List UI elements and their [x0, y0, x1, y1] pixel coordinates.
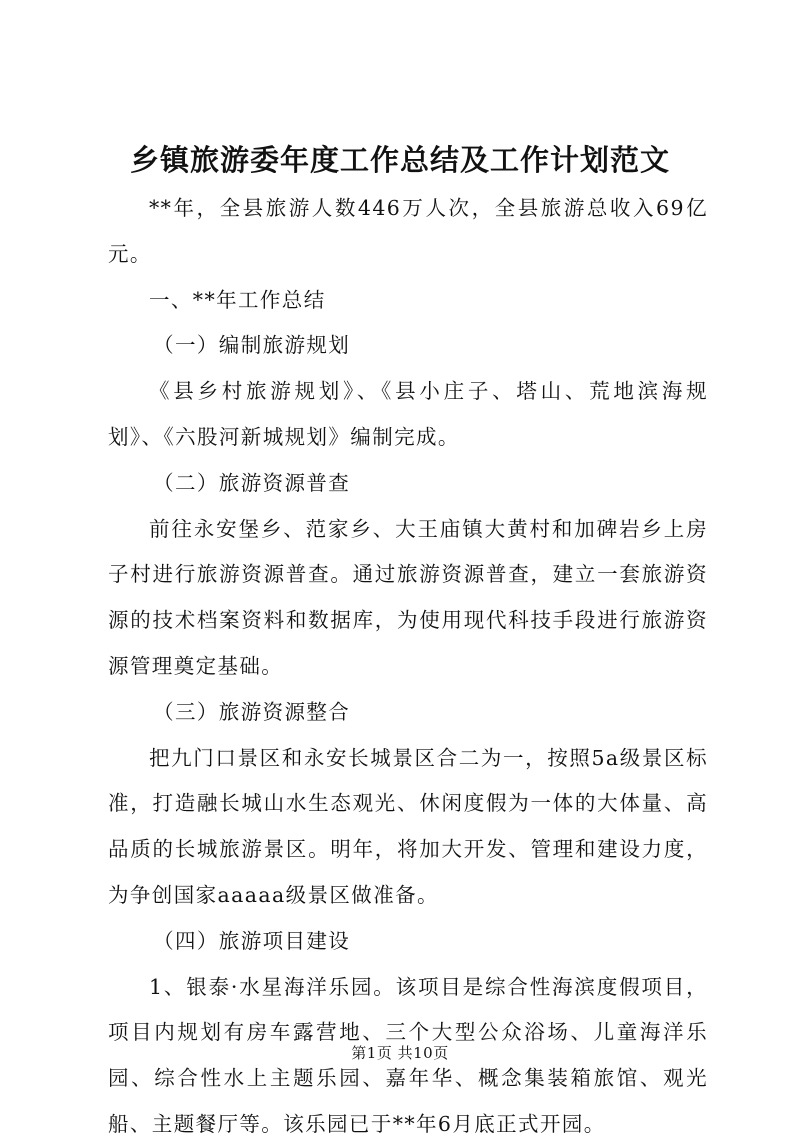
- subsection-heading-planning: （一）编制旅游规划: [153, 333, 351, 358]
- projects-paragraph: 1、银泰·水星海洋乐园。该项目是综合性海滨度假项目，项目内规划有房车露营地、三个大型公众浴场、儿童海洋乐园、综合性水上主题乐园、嘉年华、概念集装箱旅馆、观光船、主题餐厅等。该乐园已于**年6月底正式开园。: [108, 974, 708, 1136]
- document-title: 乡镇旅游委年度工作总结及工作计划范文: [129, 143, 670, 177]
- planning-paragraph: 《县乡村旅游规划》、《县小庄子、塔山、荒地滨海规划》、《六股河新城规划》编制完成。: [108, 379, 708, 449]
- subsection-heading-projects: （四）旅游项目建设: [153, 928, 351, 953]
- document-body: [108, 186, 708, 1148]
- summary-paragraph: **年，全县旅游人数446万人次，全县旅游总收入69亿元。: [108, 196, 708, 266]
- subsection-heading-survey: （二）旅游资源普查: [153, 470, 351, 495]
- subsection-heading-integration: （三）旅游资源整合: [153, 699, 351, 724]
- page-number: 第1页 共10页: [351, 1044, 449, 1062]
- survey-paragraph: 前往永安堡乡、范家乡、大王庙镇大黄村和加碑岩乡上房子村进行旅游资源普查。通过旅游资源普查，建立一套旅游资源的技术档案资料和数据库，为使用现代科技手段进行旅游资源管理奠定基础。: [108, 516, 708, 678]
- integration-paragraph: 把九门口景区和永安长城景区合二为一，按照5a级景区标准，打造融长城山水生态观光、休闲度假为一体的大体量、高品质的长城旅游景区。明年，将加大开发、管理和建设力度，为争创国家aaaaa级景区做准备。: [108, 745, 708, 907]
- section-heading-work-summary: 一、**年工作总结: [149, 287, 326, 312]
